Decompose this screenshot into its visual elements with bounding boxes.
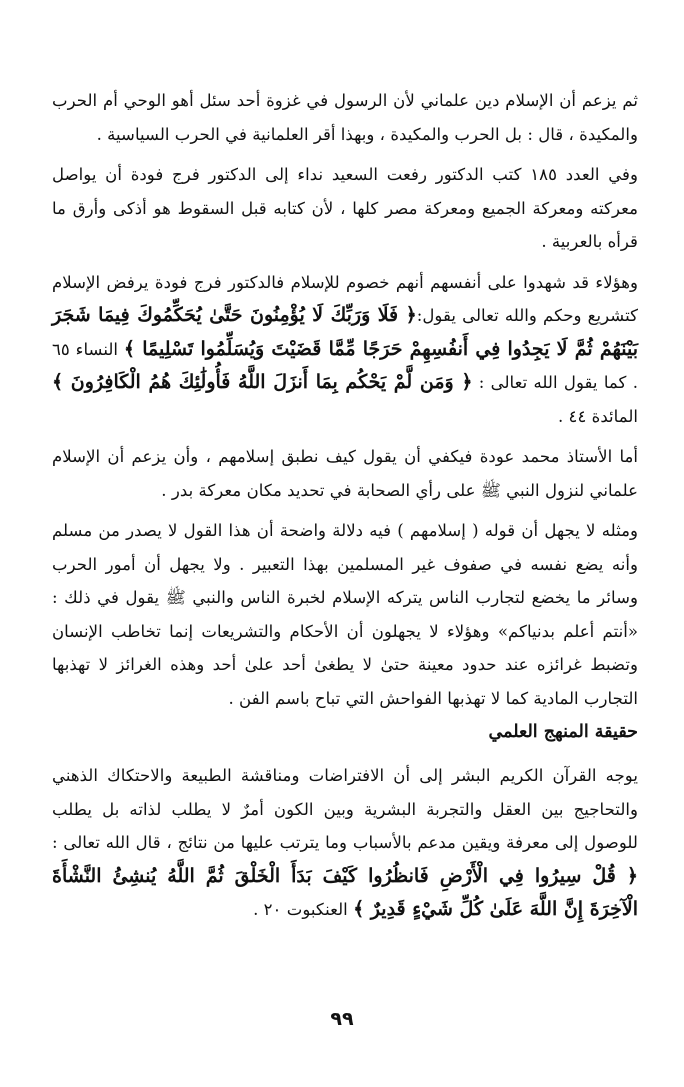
paragraph-6-intro: يوجه القرآن الكريم البشر إلى أن الافتراضات ومناقشة الطبيعة والاحتكاك الذهني والتحاجيج بين العقل والتجربة البشرية وبين الكون أمرٌ لا يطلب لذاته بل يطلب للوصول إلى معرفة ويقين مدعم بالأسباب وما يترتب عليها من نتائج ، قال الله تعالى : xyxy=(52,766,638,852)
paragraph-6 xyxy=(52,759,638,927)
quran-verse-ankabut: ﴿ قُلْ سِيرُوا فِي الْأَرْضِ فَانظُرُوا كَيْفَ بَدَأَ الْخَلْقَ ثُمَّ اللَّهُ يُنشِئُ النَّشْأَةَ الْآخِرَةَ إِنَّ اللَّهَ عَلَىٰ كُلِّ شَيْءٍ قَدِيرٌ ﴾ xyxy=(52,864,638,920)
paragraph-3-intro: وهؤلاء قد شهدوا على أنفسهم أنهم خصوم للإسلام فالدكتور فرج فودة يرفض الإسلام كتشريع وحكم والله تعالى يقول: xyxy=(52,272,638,325)
paragraph-1: ثم يزعم أن الإسلام دين علماني لأن الرسول في غزوة أحد سئل أهو الوحي أم الحرب والمكيدة ، قال : بل الحرب والمكيدة ، وبهذا أقر العلمانية في الحرب السياسية . xyxy=(52,91,638,144)
page-number: ٩٩ xyxy=(330,1008,354,1030)
section-heading: حقيقة المنهج العلمي xyxy=(488,722,638,742)
paragraph-6-end: العنكبوت ٢٠ . xyxy=(253,900,348,919)
paragraph-2: وفي العدد ١٨٥ كتب الدكتور رفعت السعيد نداء إلى الدكتور فرج فودة أن يواصل معركته ومعركة الجميع ومعركة مصر كلها ، لأن كتابه قبل السقوط هو أذكى وأرق ما قرأه بالعربية . xyxy=(52,165,638,251)
paragraph-3-mid: النساء ٦٥ . كما يقول الله تعالى : xyxy=(52,339,638,392)
quran-verse-maida: ﴿ وَمَن لَّمْ يَحْكُم بِمَا أَنزَلَ اللَّهُ فَأُولَٰئِكَ هُمُ الْكَافِرُونَ ﴾ xyxy=(52,371,473,393)
quran-verse-nisa: ﴿ فَلَا وَرَبِّكَ لَا يُؤْمِنُونَ حَتَّىٰ يُحَكِّمُوكَ فِيمَا شَجَرَ بَيْنَهُمْ ثُمَّ لَا يَجِدُوا فِي أَنفُسِهِمْ حَرَجًا مِّمَّا قَضَيْتَ وَيُسَلِّمُوا تَسْلِيمًا ﴾ xyxy=(52,304,638,360)
paragraph-5: ومثله لا يجهل أن قوله ( إسلامهم ) فيه دلالة واضحة أن هذا القول لا يصدر من مسلم وأنه يضع نفسه في صفوف غير المسلمين بهذا التعبير . ولا يجهل أن أمور الحرب وسائر ما يخضع لتجارب الناس يتركه الإسلام لخبرة الناس والنبي ﷺ يقول في ذلك : «أنتم أعلم بدنياكم» وهؤلاء لا يجهلون أن الأحكام والتشريعات إنما تخاطب الإنسان وتضبط غرائزه عند حدود معينة حتىٰ لا يطغىٰ أحد علىٰ أحد وهذه الغرائز لا تهذبها التجارب المادية كما لا تهذبها الفواحش التي تباح باسم الفن . xyxy=(52,521,638,708)
page-body xyxy=(52,84,638,934)
paragraph-3 xyxy=(52,266,638,434)
paragraph-4: أما الأستاذ محمد عودة فيكفي أن يقول كيف نطبق إسلامهم ، وأن يزعم أن الإسلام علماني لنزول النبي ﷺ على رأي الصحابة في تحديد مكان معركة بدر . xyxy=(52,447,638,500)
paragraph-3-end: المائدة ٤٤ . xyxy=(557,406,638,426)
